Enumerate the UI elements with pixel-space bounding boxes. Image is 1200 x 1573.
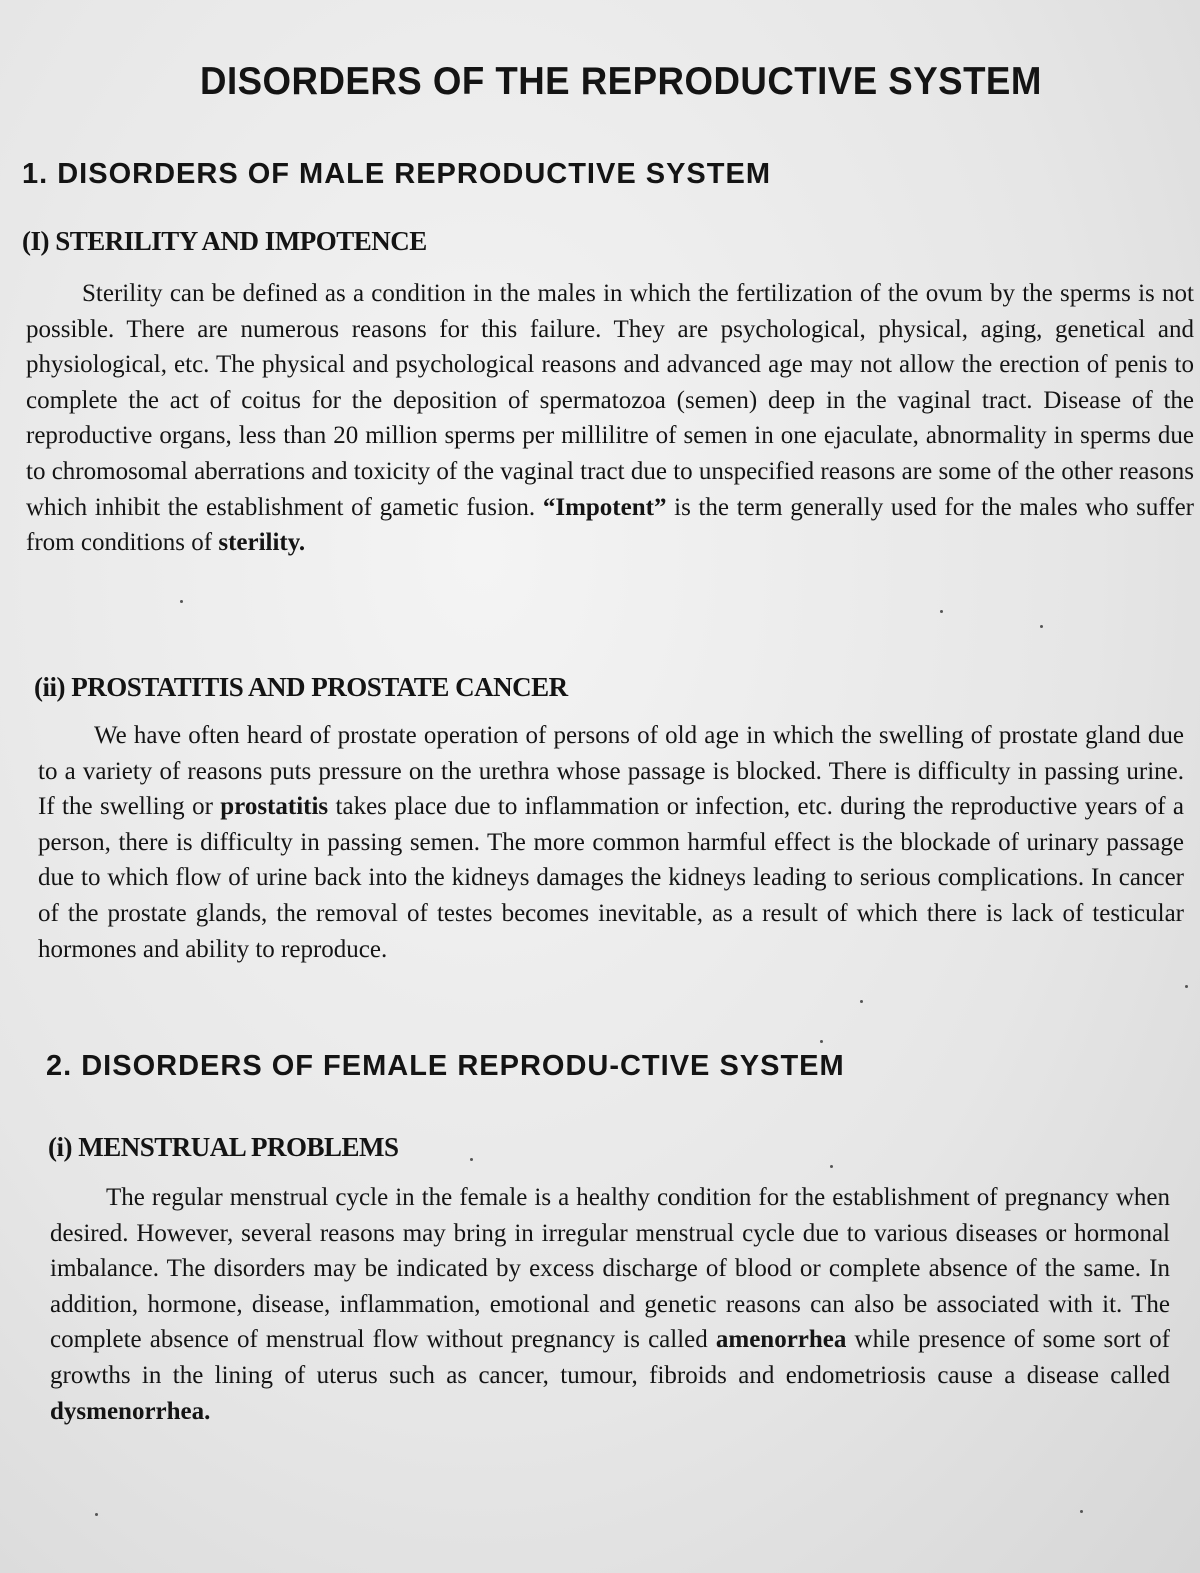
paragraph-sterility bbox=[26, 276, 1194, 561]
subsection-heading-menstrual: (i) MENSTRUAL PROBLEMS bbox=[48, 1132, 399, 1162]
scan-speck bbox=[940, 610, 943, 613]
paragraph-text: takes place due to inflammation or infection, etc. during the reproductive years of a person, there is difficulty in passing semen. The more common harmful effect is the blockade of urinary passage due to which flow of urine back into the kidneys damages the kidneys leading to serious complications. In cancer of the prostate glands, the removal of testes becomes inevitable, as a result of which there is lack of testicular hormones and ability to reproduce. bbox=[38, 793, 1185, 963]
paragraph-text: Sterility can be defined as a condition in the males in which the fertilization of the ovum by the sperms is not possible. There are numerous reasons for this failure. They are psychological, physical, aging, genetical and physiological, etc. The physical and psychological reasons and advanced age may not allow the erection of penis to complete the act of coitus for the deposition of spermatozoa (semen) deep in the vaginal tract. Disease of the reproductive organs, less than 20 million sperms per millilitre of semen in one ejaculate, abnormality in sperms due to chromosomal aberrations and toxicity of the vaginal tract due to unspecified reasons are some of the other reasons which inhibit the establishment of gametic fusion. bbox=[26, 280, 1194, 521]
paragraph-text: is the term generally used for the males who suffer from conditions of bbox=[26, 493, 1194, 557]
bold-term-sterility: sterility. bbox=[218, 529, 306, 557]
scan-speck bbox=[820, 1040, 823, 1043]
bold-term-amenorrhea: amenorrhea bbox=[715, 1326, 847, 1354]
scan-speck bbox=[180, 600, 183, 603]
scan-speck bbox=[1080, 1510, 1083, 1513]
paragraph-text: We have often heard of prostate operation of persons of old age in which the swelling of prostate gland due to a variety of reasons puts pressure on the urethra whose passage is blocked. There is difficulty in passing urine. If the swelling or bbox=[38, 722, 1184, 821]
section-heading-male: 1. DISORDERS OF MALE REPRODUCTIVE SYSTEM bbox=[22, 158, 771, 190]
scan-speck bbox=[830, 1165, 833, 1168]
section-heading-female: 2. DISORDERS OF FEMALE REPRODU-CTIVE SYSTEM bbox=[46, 1050, 845, 1082]
paragraph-menstrual bbox=[50, 1180, 1170, 1429]
scan-speck bbox=[1040, 625, 1043, 628]
paragraph-prostate bbox=[38, 718, 1184, 967]
bold-term-prostatitis: prostatitis bbox=[220, 793, 329, 821]
paragraph-text: while presence of some sort of growths in the lining of uterus such as cancer, tumour, fibroids and endometriosis cause a disease called bbox=[50, 1326, 1170, 1389]
scan-speck bbox=[470, 1158, 473, 1161]
bold-term-dysmenorrhea: dysmenorrhea. bbox=[50, 1397, 211, 1425]
scan-speck bbox=[1185, 985, 1188, 988]
paragraph-text: The regular menstrual cycle in the female is a healthy condition for the establishment of pregnancy when desired. However, several reasons may bring in irregular menstrual cycle due to various diseases or hormonal imbalance. The disorders may be indicated by excess discharge of blood or complete absence of the same. In addition, hormone, disease, inflammation, emotional and genetic reasons can also be associated with it. The complete absence of menstrual flow without pregnancy is called bbox=[50, 1184, 1170, 1354]
subsection-heading-prostate: (ii) PROSTATITIS AND PROSTATE CANCER bbox=[34, 672, 568, 702]
subsection-heading-sterility: (I) STERILITY AND IMPOTENCE bbox=[22, 226, 427, 256]
scan-speck bbox=[860, 1000, 863, 1003]
scan-speck bbox=[95, 1513, 98, 1516]
bold-term-impotent: “Impotent” bbox=[542, 493, 667, 521]
page-title: DISORDERS OF THE REPRODUCTIVE SYSTEM bbox=[200, 60, 1042, 103]
